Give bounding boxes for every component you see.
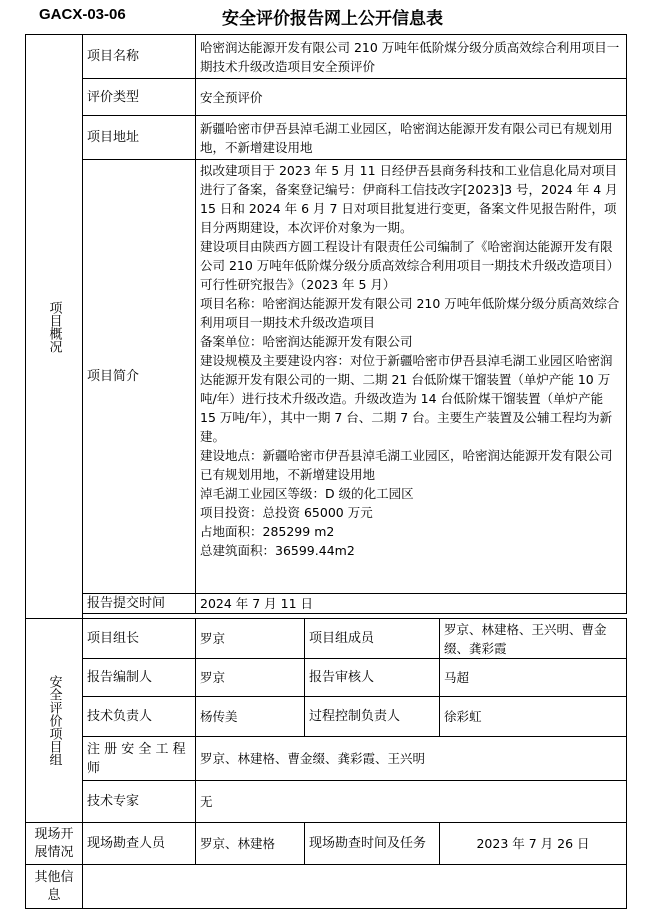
row-site — [26, 823, 627, 865]
row-summary — [26, 160, 627, 594]
row-submit-time — [26, 594, 627, 614]
submit-time-value: 2024 年 7 月 11 日 — [196, 594, 627, 614]
leader-label: 项目组长 — [83, 619, 196, 659]
surveyors-label: 现场勘查人员 — [83, 823, 196, 865]
row-eval-type — [26, 79, 627, 116]
row-expert — [26, 781, 627, 823]
summary-line: 项目投资：总投资 65000 万元 — [200, 505, 373, 520]
other-value — [83, 865, 627, 909]
project-name-label: 项目名称 — [83, 35, 196, 79]
row-address — [26, 116, 627, 160]
disclosure-table — [25, 34, 627, 909]
row-compiler — [26, 659, 627, 697]
submit-time-label: 报告提交时间 — [83, 594, 196, 614]
summary-line: 总建筑面积：36599.44m2 — [200, 543, 355, 558]
row-engineers — [26, 737, 627, 781]
reviewer-value: 马超 — [440, 659, 627, 697]
other-label-line2: 息 — [47, 887, 61, 903]
members-label: 项目组成员 — [305, 619, 440, 659]
row-project-name — [26, 35, 627, 79]
section-site-label — [26, 823, 83, 865]
compiler-value: 罗京 — [196, 659, 305, 697]
row-team-leader — [26, 619, 627, 659]
eval-type-value: 安全预评价 — [196, 79, 627, 116]
summary-line: 拟改建项目于 2023 年 5 月 11 日经伊吾县商务科技和工业信息化局对项目进行了备案，备案登记编号：伊商科工信技改字[2023]3 号，2024 年 4 月 15 日和 2024 年 6 月 7 日对项目批复进行变更，备案文件见报告附件，项目分两期建设，本次评价对象为一期。 — [200, 163, 618, 235]
expert-value: 无 — [196, 781, 627, 823]
row-other — [26, 865, 627, 909]
time-task-value: 2023 年 7 月 26 日 — [440, 823, 627, 865]
tech-lead-value: 杨传美 — [196, 697, 305, 737]
engineers-value: 罗京、林建格、曹金缀、龚彩霞、王兴明 — [196, 737, 627, 781]
summary-value — [196, 160, 627, 594]
tech-lead-label: 技术负责人 — [83, 697, 196, 737]
members-value: 罗京、林建格、王兴明、曹金缀、龚彩霞 — [440, 619, 627, 659]
eval-type-label: 评价类型 — [83, 79, 196, 116]
surveyors-value: 罗京、林建格 — [196, 823, 305, 865]
address-label: 项目地址 — [83, 116, 196, 160]
summary-line: 淖毛湖工业园区等级：D 级的化工园区 — [200, 486, 414, 501]
summary-line: 建设地点：新疆哈密市伊吾县淖毛湖工业园区，哈密润达能源开发有限公司已有规划用地，不新增建设用地 — [200, 448, 613, 482]
address-value: 新疆哈密市伊吾县淖毛湖工业园区，哈密润达能源开发有限公司已有规划用地，不新增建设用地 — [196, 116, 627, 160]
document-code: GACX-03-06 — [39, 6, 126, 23]
section-other-label — [26, 865, 83, 909]
summary-line: 建设项目由陕西方圆工程设计有限责任公司编制了《哈密润达能源开发有限公司 210 万吨年低阶煤分级分质高效综合利用项目一期技术升级改造项目）可行性研究报告》（2023 年 5 月） — [200, 239, 620, 292]
process-lead-value: 徐彩虹 — [440, 697, 627, 737]
leader-value: 罗京 — [196, 619, 305, 659]
reviewer-label: 报告审核人 — [305, 659, 440, 697]
summary-line: 占地面积：285299 m2 — [200, 524, 335, 539]
site-label-line1: 现场开 — [34, 826, 74, 842]
compiler-label: 报告编制人 — [83, 659, 196, 697]
process-lead-label: 过程控制负责人 — [305, 697, 440, 737]
summary-line: 建设规模及主要建设内容：对位于新疆哈密市伊吾县淖毛湖工业园区哈密润达能源开发有限公司的一期、二期 21 台低阶煤干馏装置（单炉产能 10 万吨/年）进行技术升级改造。升级改造为 14 台低阶煤干馏装置（单炉产能 15 万吨/年），其中一期 7 台、二期 7 台。主要生产装置及公辅工程均为新建。 — [200, 353, 613, 444]
project-name-value: 哈密润达能源开发有限公司 210 万吨年低阶煤分级分质高效综合利用项目一期技术升级改造项目安全预评价 — [196, 35, 627, 79]
site-label-line2: 展情况 — [34, 844, 74, 860]
summary-line: 备案单位：哈密润达能源开发有限公司 — [200, 334, 413, 349]
expert-label: 技术专家 — [83, 781, 196, 823]
time-task-label: 现场勘查时间及任务 — [305, 823, 440, 865]
row-tech-lead — [26, 697, 627, 737]
summary-line: 项目名称：哈密润达能源开发有限公司 210 万吨年低阶煤分级分质高效综合利用项目一期技术升级改造项目 — [200, 296, 620, 330]
engineers-label: 注 册 安 全 工 程 师 — [83, 737, 196, 781]
section-overview-label: 项目概况 — [26, 35, 83, 619]
section-team-label: 安全评价项目组 — [26, 619, 83, 823]
document-title: 安全评价报告网上公开信息表 — [222, 9, 443, 29]
other-label-line1: 其他信 — [34, 869, 74, 885]
summary-label: 项目简介 — [83, 160, 196, 594]
